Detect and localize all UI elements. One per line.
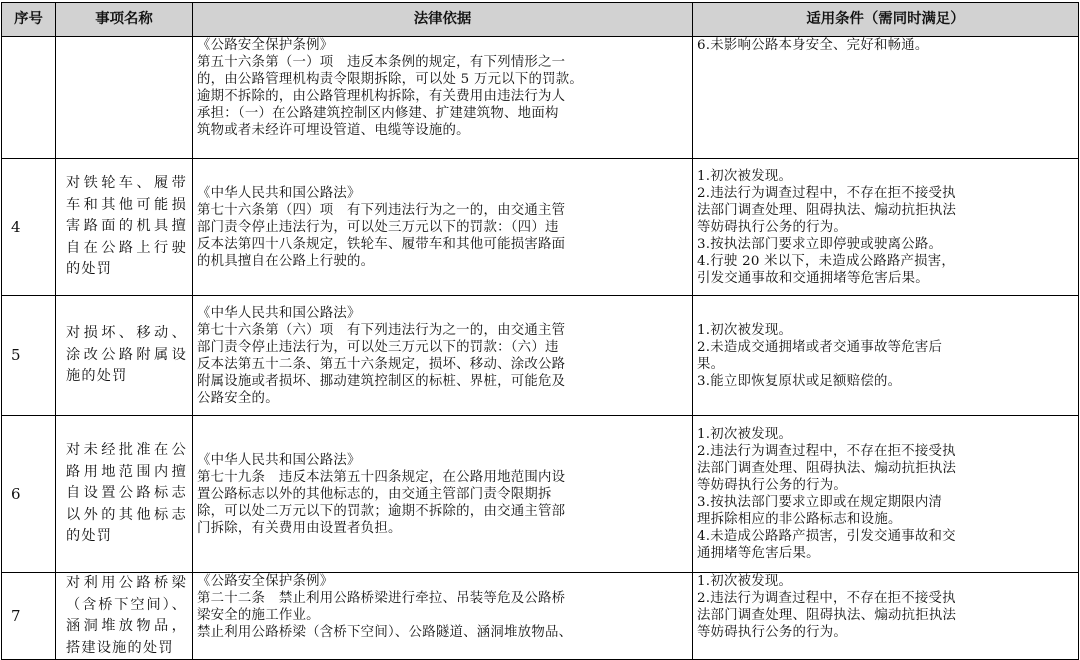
item-name: 对损坏、移动、涂改公路附属设施的处罚 bbox=[56, 296, 193, 416]
legal-basis-line: 《中华人民共和国公路法》 bbox=[197, 452, 361, 468]
legal-basis-line: 《中华人民共和国公路法》 bbox=[197, 185, 361, 201]
row-index bbox=[2, 37, 56, 159]
legal-basis-line: 逾期不拆除的，由公路管理机构拆除，有关费用由违法行为人 bbox=[197, 89, 566, 104]
row-index: 5 bbox=[2, 296, 56, 416]
table-row bbox=[2, 296, 1079, 416]
legal-basis-line: 附属设施或者损坏、挪动建筑控制区的标桩、界桩，可能危及 bbox=[197, 373, 566, 389]
legal-basis-line: 承担：（一）在公路建筑控制区内修建、扩建建筑物、地面构 bbox=[197, 106, 559, 121]
legal-basis-line: 筑物或者未经许可埋设管道、电缆等设施的。 bbox=[197, 123, 470, 138]
legal-basis-line: 部门责令停止违法行为，可以处三万元以下的罚款：（四）违 bbox=[197, 219, 559, 235]
header-conditions: 适用条件（需同时满足） bbox=[693, 3, 1079, 37]
condition-line: 2.违法行为调查过程中，不存在拒不接受执 bbox=[697, 591, 956, 606]
condition-line: 3.按执法部门要求立即停驶或驶离公路。 bbox=[697, 236, 943, 252]
legal-basis bbox=[193, 296, 693, 416]
condition-line: 引发交通事故和交通拥堵等危害后果。 bbox=[697, 270, 929, 286]
legal-basis-line: 的机具擅自在公路上行驶的。 bbox=[197, 253, 375, 269]
condition-line: 等妨碍执行公务的行为。 bbox=[697, 478, 848, 493]
condition-line: 法部门调查处理、阻碍执法、煽动抗拒执法 bbox=[697, 202, 957, 218]
legal-basis-line: 禁止利用公路桥梁（含桥下空间）、公路隧道、涵洞堆放物品、 bbox=[197, 625, 573, 640]
table-row bbox=[2, 37, 1079, 159]
legal-basis-line: 公路安全的。 bbox=[197, 390, 279, 406]
legal-basis-line: 第五十六条第（一）项 违反本条例的规定，有下列情形之一 bbox=[197, 55, 566, 70]
condition-line: 法部门调查处理、阻碍执法、煽动抗拒执法 bbox=[697, 608, 957, 623]
header-item-name: 事项名称 bbox=[56, 3, 193, 37]
conditions bbox=[693, 296, 1079, 416]
penalty-items-table bbox=[1, 2, 1079, 660]
condition-line: 果。 bbox=[697, 356, 725, 372]
legal-basis bbox=[193, 416, 693, 573]
legal-basis-line: 第七十六条第（六）项 有下列违法行为之一的，由交通主管 bbox=[197, 322, 566, 338]
condition-line: 6.未影响公路本身安全、完好和畅通。 bbox=[697, 38, 929, 53]
condition-line: 等妨碍执行公务的行为。 bbox=[697, 625, 848, 640]
legal-basis-line: 《公路安全保护条例》 bbox=[197, 574, 334, 589]
conditions bbox=[693, 573, 1079, 660]
legal-basis bbox=[193, 37, 693, 159]
conditions bbox=[693, 159, 1079, 296]
condition-line: 4.未造成公路路产损害，引发交通事故和交 bbox=[697, 529, 956, 544]
legal-basis-line: 反本法第五十二条、第五十六条规定，损坏、移动、涂改公路 bbox=[197, 356, 566, 372]
table-row bbox=[2, 416, 1079, 573]
table-row bbox=[2, 573, 1079, 660]
condition-line: 通拥堵等危害后果。 bbox=[697, 546, 820, 561]
item-name bbox=[56, 37, 193, 159]
condition-line: 3.能立即恢复原状或足额赔偿的。 bbox=[697, 373, 902, 389]
row-index: 6 bbox=[2, 416, 56, 573]
legal-basis-line: 第七十九条 违反本法第五十四条规定，在公路用地范围内设 bbox=[197, 469, 566, 485]
table-header-row bbox=[2, 3, 1079, 37]
condition-line: 1.初次被发现。 bbox=[697, 168, 793, 184]
conditions bbox=[693, 37, 1079, 159]
row-index: 7 bbox=[2, 573, 56, 660]
condition-line: 理拆除相应的非公路标志和设施。 bbox=[697, 512, 902, 527]
legal-basis-line: 部门责令停止违法行为，可以处三万元以下的罚款：（六）违 bbox=[197, 339, 559, 355]
condition-line: 4.行驶 20 米以下，未造成公路路产损害， bbox=[697, 253, 956, 269]
item-name: 对利用公路桥梁（含桥下空间）、涵洞堆放物品，搭建设施的处罚 bbox=[56, 573, 193, 660]
condition-line: 3.按执法部门要求立即或在规定期限内清 bbox=[697, 495, 943, 510]
legal-basis-line: 的，由公路管理机构责令限期拆除，可以处 5 万元以下的罚款。 bbox=[197, 72, 584, 87]
legal-basis-line: 置公路标志以外的其他标志的，由交通主管部门责令限期拆 bbox=[197, 486, 552, 502]
legal-basis-line: 梁安全的施工作业。 bbox=[197, 608, 320, 623]
condition-line: 1.初次被发现。 bbox=[697, 322, 793, 338]
item-name: 对铁轮车、履带车和其他可能损害路面的机具擅自在公路上行驶的处罚 bbox=[56, 159, 193, 296]
legal-basis-line: 除，可以处二万元以下的罚款；逾期不拆除的，由交通主管部 bbox=[197, 503, 566, 519]
legal-basis-line: 门拆除，有关费用由设置者负担。 bbox=[197, 520, 402, 536]
legal-basis-line: 第二十二条 禁止利用公路桥梁进行牵拉、吊装等危及公路桥 bbox=[197, 591, 566, 606]
item-name: 对未经批准在公路用地范围内擅自设置公路标志以外的其他标志的处罚 bbox=[56, 416, 193, 573]
condition-line: 等妨碍执行公务的行为。 bbox=[697, 219, 848, 235]
condition-line: 2.未造成交通拥堵或者交通事故等危害后 bbox=[697, 339, 943, 355]
condition-line: 2.违法行为调查过程中，不存在拒不接受执 bbox=[697, 444, 956, 459]
legal-basis-line: 《中华人民共和国公路法》 bbox=[197, 305, 361, 321]
condition-line: 法部门调查处理、阻碍执法、煽动抗拒执法 bbox=[697, 461, 957, 476]
row-index: 4 bbox=[2, 159, 56, 296]
legal-basis-line: 第七十六条第（四）项 有下列违法行为之一的，由交通主管 bbox=[197, 202, 566, 218]
table-row bbox=[2, 159, 1079, 296]
conditions bbox=[693, 416, 1079, 573]
header-index: 序号 bbox=[2, 3, 56, 37]
legal-basis bbox=[193, 573, 693, 660]
condition-line: 1.初次被发现。 bbox=[697, 427, 793, 442]
legal-basis-line: 反本法第四十八条规定，铁轮车、履带车和其他可能损害路面 bbox=[197, 236, 566, 252]
condition-line: 2.违法行为调查过程中，不存在拒不接受执 bbox=[697, 185, 956, 201]
legal-basis-line: 《公路安全保护条例》 bbox=[197, 38, 334, 53]
header-legal-basis: 法律依据 bbox=[193, 3, 693, 37]
legal-basis bbox=[193, 159, 693, 296]
condition-line: 1.初次被发现。 bbox=[697, 574, 793, 589]
